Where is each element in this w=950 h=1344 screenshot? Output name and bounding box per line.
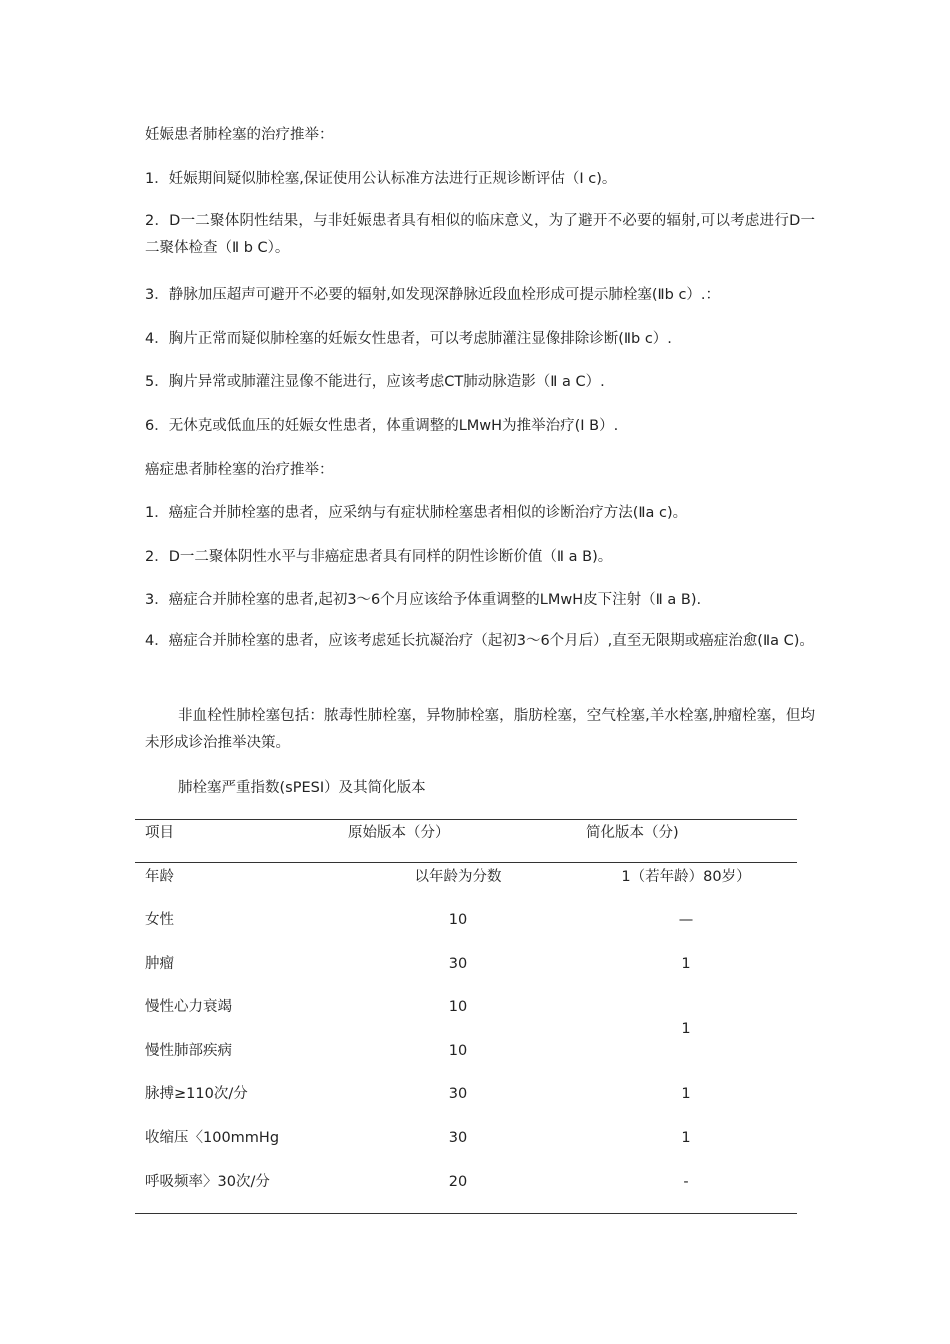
row-simplified: 1 xyxy=(681,1086,691,1102)
table-bottom-rule xyxy=(135,1213,797,1214)
row-original: 以年龄为分数 xyxy=(414,869,502,885)
row-original: 30 xyxy=(448,1086,468,1102)
pregnancy-heading: 妊娠患者肺栓塞的治疗推举： xyxy=(145,127,334,143)
row-simplified: 1 xyxy=(681,956,691,972)
pregnancy-item-5: 5．胸片异常或肺灌注显像不能进行，应该考虑CT肺动脉造影（Ⅱ a C）. xyxy=(145,374,605,390)
row-original: 10 xyxy=(448,912,468,928)
pregnancy-item-2: 2．D一二聚体阴性结果，与非妊娠患者具有相似的临床意义，为了避开不必要的辐射,可以考虑进行D一二聚体检查（Ⅱ b C）。 xyxy=(145,213,815,256)
row-original: 10 xyxy=(448,999,468,1015)
cancer-item-3: 3．癌症合并肺栓塞的患者,起初3～6个月应该给予体重调整的LMwH皮下注射（Ⅱ a B). xyxy=(145,592,702,608)
row-item: 呼吸频率〉30次/分 xyxy=(145,1174,270,1190)
row-item: 女性 xyxy=(145,912,174,928)
merged-simplified: 1 xyxy=(681,1021,691,1037)
cancer-item-2: 2．D一二聚体阴性水平与非癌症患者具有同样的阴性诊断价值（Ⅱ a B)。 xyxy=(145,549,613,565)
row-item: 慢性肺部疾病 xyxy=(145,1043,232,1059)
cancer-heading: 癌症患者肺栓塞的治疗推举： xyxy=(145,462,334,478)
cancer-item-4: 4．癌症合并肺栓塞的患者，应该考虑延长抗凝治疗（起初3～6个月后）,直至无限期或癌症治愈(Ⅱa C)。 xyxy=(145,633,814,649)
pregnancy-item-6: 6．无休克或低血压的妊娠女性患者，体重调整的LMwH为推举治疗(I B）. xyxy=(145,418,619,434)
table-title: 肺栓塞严重指数(sPESI）及其简化版本 xyxy=(178,780,426,796)
table-header-rule xyxy=(135,862,797,863)
row-item: 脉搏≥110次/分 xyxy=(145,1086,248,1102)
header-original: 原始版本（分） xyxy=(348,825,450,841)
row-simplified: 1 xyxy=(681,1130,691,1146)
row-item: 慢性心力衰竭 xyxy=(145,999,232,1015)
pregnancy-item-1: 1．妊娠期间疑似肺栓塞,保证使用公认标准方法进行正规诊断评估（I c)。 xyxy=(145,171,617,187)
row-original: 10 xyxy=(448,1043,468,1059)
row-item: 收缩压〈100mmHg xyxy=(145,1130,280,1146)
table-top-rule xyxy=(135,819,797,820)
row-original: 20 xyxy=(448,1174,468,1190)
pregnancy-item-3: 3．静脉加压超声可避开不必要的辐射,如发现深静脉近段血栓形成可提示肺栓塞(Ⅱb c）.： xyxy=(145,287,721,303)
row-simplified: - xyxy=(683,1174,689,1190)
row-item: 年龄 xyxy=(145,869,174,885)
row-simplified: 1（若年龄）80岁） xyxy=(621,869,751,885)
row-simplified: — xyxy=(678,912,694,928)
header-simplified: 简化版本（分) xyxy=(586,825,679,841)
row-item: 肿瘤 xyxy=(145,956,174,972)
header-item: 项目 xyxy=(145,825,174,841)
row-original: 30 xyxy=(448,956,468,972)
cancer-item-1: 1．癌症合并肺栓塞的患者，应采纳与有症状肺栓塞患者相似的诊断治疗方法(Ⅱa c)。 xyxy=(145,505,688,521)
nonthrombotic-paragraph: 非血栓性肺栓塞包括：脓毒性肺栓塞，异物肺栓塞，脂肪栓塞，空气栓塞,羊水栓塞,肿瘤栓塞，但均未形成诊治推举决策。 xyxy=(145,708,815,751)
pregnancy-item-4: 4．胸片正常而疑似肺栓塞的妊娠女性患者，可以考虑肺灌注显像排除诊断(Ⅱb c）. xyxy=(145,331,672,347)
row-original: 30 xyxy=(448,1130,468,1146)
